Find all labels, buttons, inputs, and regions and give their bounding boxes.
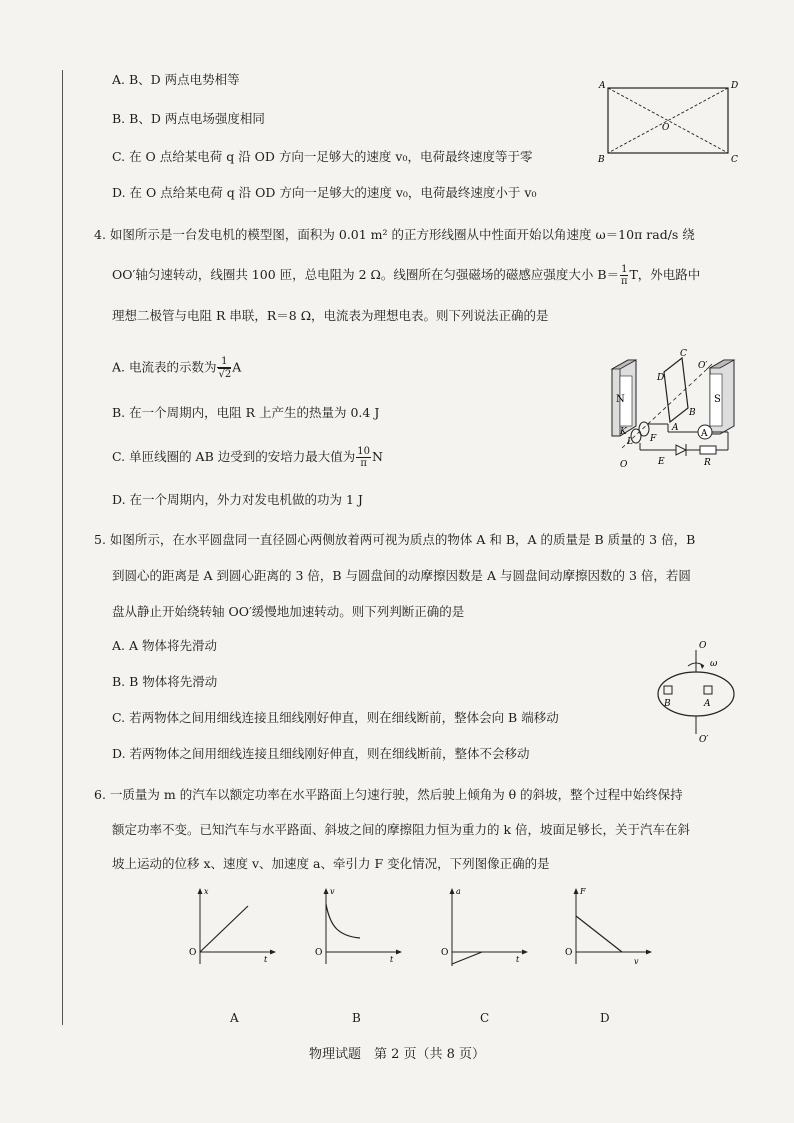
svg-text:A: A <box>701 429 708 439</box>
fig-label-a: A <box>599 81 606 91</box>
svg-text:O′: O′ <box>698 361 708 371</box>
svg-text:S: S <box>714 394 721 405</box>
svg-text:F: F <box>580 887 586 896</box>
svg-text:O: O <box>189 948 197 958</box>
q6-stem-line-1: 6. 一质量为 m 的汽车以额定功率在水平路面上匀速行驶，然后驶上倾角为 θ 的斜坡，整个过程中始终保持 <box>94 787 683 802</box>
graph-d-letter: D <box>600 1011 610 1025</box>
graph-c <box>438 884 538 968</box>
svg-text:B: B <box>689 408 696 418</box>
q4-stem-line-2: OO′轴匀速转动，线圈共 100 匝，总电阻为 2 Ω。线圈所在匀强磁场的磁感应强度大小 B＝ $\frac{1}{\pi}$ T，外电路中 <box>112 264 701 287</box>
svg-text:a: a <box>456 887 461 896</box>
graph-a <box>186 884 286 968</box>
svg-text:O: O <box>620 460 628 470</box>
q6-stem-line-2: 额定功率不变。已知汽车与水平路面、斜坡之间的摩擦阻力恒为重力的 k 倍，坡面足够长，关于汽车在斜 <box>112 822 691 837</box>
svg-text:ω: ω <box>710 659 718 669</box>
svg-text:A: A <box>672 423 679 433</box>
q4-option-c: C. 单匝线圈的 AB 边受到的安培力最大值为 $\frac{10}{\pi}$ N <box>112 446 383 469</box>
q3-option-c: C. 在 O 点给某电荷 q 沿 OD 方向一足够大的速度 v₀，电荷最终速度等于零 <box>112 149 533 164</box>
svg-text:v: v <box>634 957 639 966</box>
q4-generator-figure <box>606 344 756 474</box>
svg-text:F: F <box>650 434 657 444</box>
fig-label-b: B <box>598 155 605 164</box>
svg-text:R: R <box>704 458 711 468</box>
q3-option-b: B. B、D 两点电场强度相同 <box>112 111 265 126</box>
graph-a-letter: A <box>230 1011 239 1025</box>
q4-option-b: B. 在一个周期内，电阻 R 上产生的热量为 0.4 J <box>112 405 380 420</box>
svg-text:x: x <box>204 887 209 896</box>
svg-text:N: N <box>616 394 625 405</box>
q5-stem-line-2: 到圆心的距离是 A 到圆心距离的 3 倍，B 与圆盘间的动摩擦因数是 A 与圆盘间动摩擦因数的 3 倍，若圆 <box>112 568 691 583</box>
optA-fraction: $\frac{1}{√2}$ <box>218 356 232 380</box>
graph-d <box>562 884 662 968</box>
binding-margin-line <box>62 70 63 1025</box>
svg-text:t: t <box>264 955 268 964</box>
q5-option-d: D. 若两物体之间用细线连接且细线刚好伸直，则在细线断前，整体不会移动 <box>112 746 530 761</box>
q4-option-d: D. 在一个周期内，外力对发电机做的功为 1 J <box>112 492 363 507</box>
q6-stem-line-3: 坡上运动的位移 x、速度 v、加速度 a、牵引力 F 变化情况，下列图像正确的是 <box>112 856 550 871</box>
svg-text:A: A <box>704 699 711 709</box>
q5-option-b: B. B 物体将先滑动 <box>112 674 218 689</box>
q3-rectangle-figure <box>596 76 742 164</box>
page-footer: 物理试题 第 2 页（共 8 页） <box>308 1047 486 1062</box>
q5-option-a: A. A 物体将先滑动 <box>112 638 217 653</box>
svg-text:L: L <box>627 437 633 447</box>
svg-text:D: D <box>657 373 665 383</box>
svg-text:O′: O′ <box>699 735 709 745</box>
svg-text:O: O <box>315 948 323 958</box>
b-fraction: $\frac{1}{\pi}$ <box>620 264 628 287</box>
q4-stem-line-1: 4. 如图所示是一台发电机的模型图，面积为 0.01 m² 的正方形线圈从中性面开始以角速度 ω＝10π rad/s 绕 <box>94 227 695 242</box>
graph-c-letter: C <box>480 1011 490 1025</box>
graph-b-letter: B <box>352 1011 361 1025</box>
q5-disc-figure <box>646 636 746 748</box>
svg-text:K: K <box>620 427 627 437</box>
svg-text:C: C <box>680 349 687 359</box>
svg-text:t: t <box>390 955 394 964</box>
q5-stem-line-3: 盘从静止开始绕转轴 OO′缓慢地加速转动。则下列判断正确的是 <box>112 604 465 619</box>
q4-stem-line-3: 理想二极管与电阻 R 串联，R＝8 Ω，电流表为理想电表。则下列说法正确的是 <box>112 308 549 323</box>
q3-option-d: D. 在 O 点给某电荷 q 沿 OD 方向一足够大的速度 v₀，电荷最终速度小于 v₀ <box>112 185 537 200</box>
svg-text:v: v <box>330 887 335 896</box>
q3-option-a: A. B、D 两点电势相等 <box>112 72 240 87</box>
svg-text:O: O <box>441 948 449 958</box>
q5-option-c: C. 若两物体之间用细线连接且细线刚好伸直，则在细线断前，整体会向 B 端移动 <box>112 710 559 725</box>
fig-label-c: C <box>731 155 738 164</box>
svg-text:t: t <box>516 955 520 964</box>
optC-fraction: $\frac{10}{\pi}$ <box>357 446 370 469</box>
svg-text:O: O <box>699 641 707 651</box>
fig-label-d: D <box>731 81 739 91</box>
svg-text:E: E <box>658 457 665 467</box>
svg-text:B: B <box>664 699 671 709</box>
graph-b <box>312 884 412 968</box>
q5-stem-line-1: 5. 如图所示，在水平圆盘同一直径圆心两侧放着两可视为质点的物体 A 和 B，A 的质量是 B 质量的 3 倍，B <box>94 532 696 547</box>
svg-text:O: O <box>565 948 573 958</box>
fig-label-o: O <box>662 123 670 133</box>
q4-option-a: A. 电流表的示数为 $\frac{1}{√2}$ A <box>112 356 242 380</box>
